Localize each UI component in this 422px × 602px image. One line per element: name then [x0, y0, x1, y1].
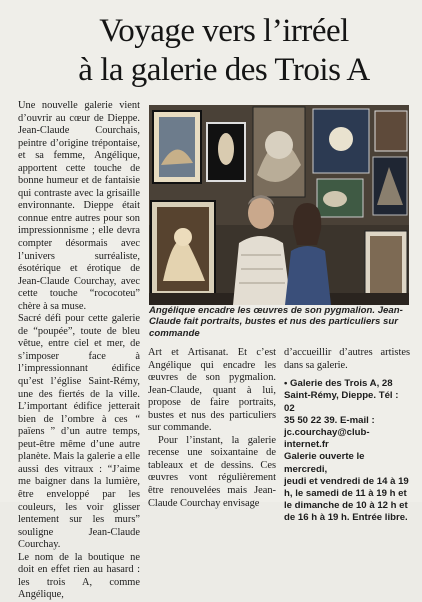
info-line: de 16 h à 19 h. Entrée libre. [284, 512, 408, 524]
photo-illustration [149, 105, 409, 305]
middle-text-column [148, 347, 276, 510]
paragraph: Pour l’instant, la galerie recense une soixantaine de tableaux et de dessins. Ces œuvres vont régulièrement être renouvelées mais Jean-Claude Courchay envisage [148, 434, 276, 509]
paragraph: Une nouvelle galerie vient d’ouvrir au cœur de Dieppe. Jean-Claude Courchais, peintre d’origine trépontaise, et sa femme, Angélique, apportent cette touche de bonne humeur et de fantaisie qui contraste avec la grisaille environnante. Dieppe était connue entre autres pour son impressionnisme ; elle devra compter désormais avec l’univers surréaliste, ésotérique et érotique de Jean-Claude Courchay, avec cette touche “rococoteu” chère à sa muse. [18, 100, 140, 312]
gallery-photo [149, 105, 409, 305]
headline-line-2: à la galerie des Trois A [78, 52, 370, 88]
info-line: le dimanche de 10 à 12 h et [284, 500, 408, 512]
paragraph: Sacré défi pour cette galerie de “poupée”, toute de bleu vêtue, entre ciel et mer, de s’imposer face à l’impressionnant édifice qu’est l’église Saint-Rémy, une des fiertés de la ville. L’important édifice jetterait bien de l’ombre à ces “ païens ” d’un autre temps, peut-être même d’une autre planète. Mais la galerie a elle aussi des vitraux : “J’aime me baigner dans la lumière, être enveloppé par les couleurs, les voir glisser lentement sur les murs” souligne Jean-Claude Courchay. [18, 313, 140, 551]
info-line: • Galerie des Trois A, 28 [284, 378, 393, 390]
left-text-column [18, 100, 140, 602]
paragraph: Le nom de la boutique ne doit en effet rien au hasard : les trois A, comme Angélique, [18, 551, 140, 601]
paragraph: d’accueillir d’autres artistes dans sa galerie. [284, 347, 410, 371]
info-line: jeudi et vendredi de 14 à 19 [284, 475, 409, 487]
gallery-info-block [284, 378, 410, 524]
info-line: 35 50 22 39. E-mail : [284, 414, 375, 426]
info-line: Saint-Rémy, Dieppe. Tél : 02 [284, 390, 399, 414]
info-line: Galerie ouverte le mercredi, [284, 451, 365, 475]
article-headline [38, 12, 410, 90]
info-line: jc.courchay@club-internet.fr [284, 426, 370, 451]
photo-caption: Angélique encadre les œuvres de son pygmalion. Jean-Claude fait portraits, bustes et nus des particuliers sur commande [149, 305, 403, 339]
info-line: h, le samedi de 11 à 19 h et [284, 487, 407, 499]
headline-line-1: Voyage vers l’irréel [99, 13, 349, 49]
paragraph: Art et Artisanat. Et c’est Angélique qui encadre les œuvres de son pygmalion. Jean-Claude, quant à lui, propose de faire portraits, bustes et nus des particuliers sur commande. [148, 347, 276, 434]
right-text-column [284, 347, 410, 525]
